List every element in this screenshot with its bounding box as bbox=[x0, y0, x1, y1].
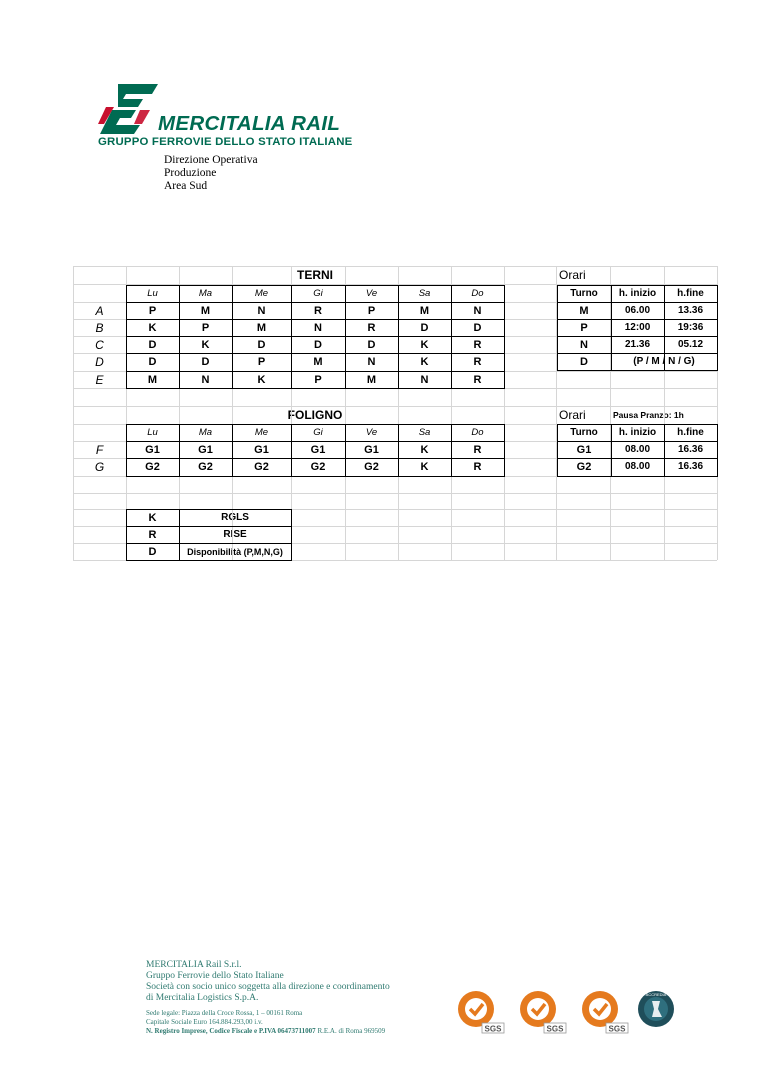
shift-cell: N bbox=[420, 373, 429, 386]
shift-cell: D bbox=[257, 338, 266, 351]
shift-cell: M bbox=[147, 373, 158, 386]
orari-label: Orari bbox=[559, 408, 586, 422]
footer-line: Società con socio unico soggetta alla direzione e coordinamento bbox=[146, 982, 390, 992]
footer-line: Gruppo Ferrovie dello Stato Italiane bbox=[146, 971, 284, 981]
shift-cell: G2 bbox=[254, 460, 269, 473]
shift-cell: D bbox=[367, 338, 376, 351]
day-header: Sa bbox=[418, 288, 431, 299]
shift-cell: P bbox=[314, 373, 322, 386]
shift-cell: N bbox=[367, 355, 376, 368]
legend-code: K bbox=[148, 511, 157, 524]
shift-cell: G2 bbox=[364, 460, 379, 473]
shift-cell: N bbox=[473, 304, 482, 317]
orari-d-note: (P / M / N / G) bbox=[633, 356, 695, 367]
certification-badges bbox=[454, 983, 674, 1039]
sgs-badge-icon bbox=[520, 991, 566, 1034]
orari-turno: P bbox=[580, 321, 588, 334]
shift-cell: M bbox=[256, 321, 267, 334]
sgs-badge-text: SGS bbox=[484, 1024, 502, 1034]
day-header: Me bbox=[254, 427, 269, 438]
shift-cell: G2 bbox=[310, 460, 326, 473]
shift-cell: P bbox=[201, 321, 210, 334]
terni-title: TERNI bbox=[297, 267, 333, 282]
shift-cell: K bbox=[257, 373, 266, 386]
orari-fine: 16.36 bbox=[677, 461, 704, 472]
shift-cell: R bbox=[473, 373, 482, 386]
shift-cell: K bbox=[420, 338, 429, 351]
legend-desc: Disponibilità (P,M,N,G) bbox=[187, 546, 283, 557]
day-header: Do bbox=[471, 427, 484, 438]
shift-cell: P bbox=[367, 304, 376, 317]
orari-header: Turno bbox=[570, 288, 598, 299]
shift-cell: G1 bbox=[254, 443, 269, 456]
dept-line: Produzione bbox=[164, 167, 217, 179]
brand-group: GRUPPO FERROVIE DELLO STATO ITALIANE bbox=[98, 136, 353, 148]
shift-cell: D bbox=[314, 338, 322, 351]
orari-label: Orari bbox=[559, 268, 586, 282]
department-block bbox=[164, 154, 258, 193]
sgs-badge-icon bbox=[582, 991, 628, 1034]
shift-cell: N bbox=[201, 373, 210, 386]
orari-inizio: 08.00 bbox=[624, 461, 651, 472]
day-header: Ve bbox=[365, 288, 378, 299]
row-label: D bbox=[95, 354, 104, 369]
shift-cell: G2 bbox=[145, 460, 160, 473]
day-header: Lu bbox=[147, 288, 158, 299]
shift-cell: G1 bbox=[145, 443, 160, 456]
orari-header: h. inizio bbox=[618, 427, 657, 438]
shift-cell: R bbox=[473, 460, 482, 473]
orari-turno: M bbox=[579, 304, 589, 317]
footer-registration bbox=[146, 1027, 390, 1036]
mercitalia-logo bbox=[96, 80, 366, 152]
shift-cell: D bbox=[201, 355, 210, 368]
row-label: B bbox=[95, 320, 104, 335]
orari-header: h.fine bbox=[677, 288, 704, 299]
orari-inizio: 21.36 bbox=[624, 339, 651, 350]
shift-cell: R bbox=[314, 304, 322, 317]
orari-turno: G1 bbox=[576, 443, 592, 456]
fs-logo-icon bbox=[96, 80, 166, 136]
row-label: E bbox=[95, 372, 104, 387]
day-header: Me bbox=[254, 288, 269, 299]
orari-header: Turno bbox=[570, 427, 598, 438]
sgs-badges-icon bbox=[454, 983, 674, 1039]
day-header: Do bbox=[471, 288, 484, 299]
shift-cell: D bbox=[420, 321, 429, 334]
row-label: C bbox=[95, 337, 104, 352]
shift-cell: K bbox=[420, 460, 429, 473]
row-label: A bbox=[95, 303, 104, 318]
footer-line: MERCITALIA Rail S.r.l. bbox=[146, 960, 242, 970]
brand-name: MERCITALIA RAIL bbox=[158, 112, 341, 135]
shift-cell: R bbox=[473, 338, 482, 351]
shift-cell: M bbox=[419, 304, 430, 317]
day-header: Ma bbox=[198, 427, 213, 438]
footer-rea: R.E.A. di Roma 969509 bbox=[315, 1027, 386, 1035]
orari-fine: 13.36 bbox=[677, 305, 704, 316]
shift-cell: N bbox=[314, 321, 322, 334]
shift-cell: P bbox=[148, 304, 157, 317]
shift-cell: G1 bbox=[310, 443, 326, 456]
orari-header: h. inizio bbox=[618, 288, 657, 299]
shift-cell: G2 bbox=[198, 460, 213, 473]
footer-line: di Mercitalia Logistics S.p.A. bbox=[146, 993, 259, 1003]
day-header: Lu bbox=[147, 427, 158, 438]
shift-cell: K bbox=[420, 355, 429, 368]
footer-capital: Capitale Sociale Euro 164.884.293,00 i.v. bbox=[146, 1018, 263, 1026]
sgs-badge-text: SGS bbox=[546, 1024, 564, 1034]
shift-cell: M bbox=[366, 373, 377, 386]
day-header: Gi bbox=[313, 427, 323, 438]
shift-cell: D bbox=[148, 355, 157, 368]
shift-cell: M bbox=[313, 355, 323, 368]
row-label: G bbox=[94, 459, 105, 474]
orari-inizio: 06.00 bbox=[624, 305, 651, 316]
shift-cell: N bbox=[257, 304, 266, 317]
shift-cell: M bbox=[200, 304, 211, 317]
legend-code: D bbox=[148, 545, 157, 558]
shift-cell: K bbox=[201, 338, 210, 351]
footer-address: Sede legale: Piazza della Croce Rossa, 1 – 00161 Roma bbox=[146, 1009, 303, 1017]
day-header: Gi bbox=[313, 288, 323, 299]
row-label: F bbox=[95, 442, 104, 457]
company-footer bbox=[146, 960, 390, 1036]
footer-reg-bold: N. Registro Imprese, Codice Fiscale e P.IVA 06473711007 bbox=[146, 1027, 316, 1035]
shift-cell: K bbox=[420, 443, 429, 456]
shift-cell: D bbox=[148, 338, 157, 351]
orari-turno: D bbox=[580, 355, 588, 368]
legend-desc: RISE bbox=[223, 529, 247, 540]
orari-fine: 05.12 bbox=[677, 339, 704, 350]
accredia-badge-icon bbox=[638, 991, 674, 1027]
day-header: Ve bbox=[365, 427, 378, 438]
shift-cell: R bbox=[367, 321, 376, 334]
sgs-badge-icon bbox=[458, 991, 504, 1034]
orari-fine: 16.36 bbox=[677, 444, 704, 455]
orari-inizio: 08.00 bbox=[624, 444, 651, 455]
pausa-pranzo: Pausa Pranzo: 1h bbox=[613, 410, 684, 420]
orari-turno: G2 bbox=[576, 460, 592, 473]
shift-cell: G1 bbox=[198, 443, 213, 456]
shift-cell: R bbox=[473, 355, 482, 368]
foligno-title: FOLIGNO bbox=[287, 407, 343, 422]
day-header: Ma bbox=[198, 288, 213, 299]
dept-line: Direzione Operativa bbox=[164, 154, 258, 166]
shift-cell: K bbox=[148, 321, 157, 334]
day-header: Sa bbox=[418, 427, 431, 438]
orari-header: h.fine bbox=[677, 427, 704, 438]
legend-code: R bbox=[148, 528, 157, 541]
orari-inizio: 12:00 bbox=[624, 322, 651, 333]
shift-cell: P bbox=[257, 355, 266, 368]
orari-fine: 19:36 bbox=[677, 322, 704, 333]
dept-line: Area Sud bbox=[164, 180, 208, 192]
shift-cell: D bbox=[473, 321, 482, 334]
shift-cell: G1 bbox=[364, 443, 379, 456]
orari-turno: N bbox=[580, 338, 588, 351]
shift-cell: R bbox=[473, 443, 482, 456]
legend-desc: RGLS bbox=[221, 512, 249, 523]
sgs-badge-text: SGS bbox=[608, 1024, 626, 1034]
accredia-text: ACCREDIA bbox=[645, 992, 667, 997]
